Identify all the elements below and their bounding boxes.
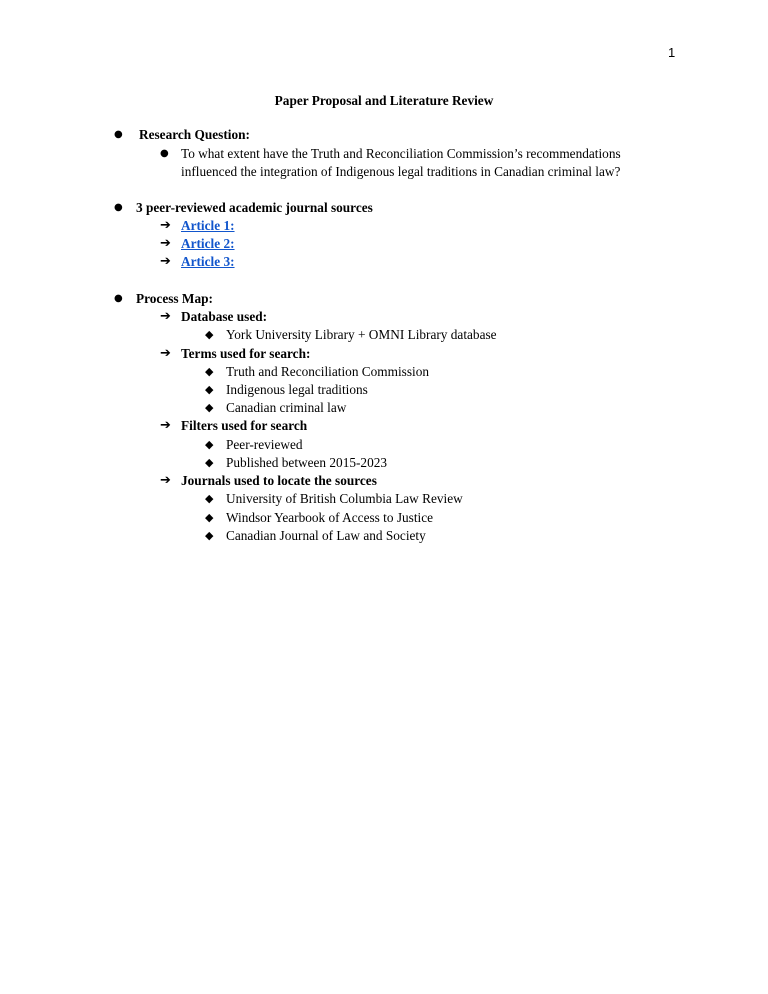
bullet-icon: ● [114, 293, 123, 304]
diamond-icon: ◆ [205, 383, 214, 396]
database-label: Database used: [181, 309, 268, 324]
arrow-right-icon: ➔ [160, 218, 171, 233]
arrow-right-icon: ➔ [160, 418, 171, 433]
database-item: York University Library + OMNI Library database [226, 327, 497, 342]
journals-item: Windsor Yearbook of Access to Justice [226, 510, 434, 525]
arrow-right-icon: ➔ [160, 346, 171, 361]
diamond-icon: ◆ [205, 456, 214, 469]
arrow-right-icon: ➔ [160, 473, 171, 488]
journals-item: University of British Columbia Law Review [226, 491, 463, 506]
terms-item: Canadian criminal law [226, 400, 347, 415]
diamond-icon: ◆ [205, 365, 214, 378]
sources-heading: 3 peer-reviewed academic journal sources [136, 200, 373, 215]
filters-item: Published between 2015-2023 [226, 455, 388, 470]
arrow-right-icon: ➔ [160, 254, 171, 269]
journals-label: Journals used to locate the sources [181, 473, 377, 488]
diamond-icon: ◆ [205, 492, 214, 505]
terms-item: Truth and Reconciliation Commission [226, 364, 430, 379]
article-3-link[interactable]: Article 3: [181, 254, 235, 269]
diamond-icon: ◆ [205, 529, 214, 542]
diamond-icon: ◆ [205, 511, 214, 524]
arrow-right-icon: ➔ [160, 309, 171, 324]
terms-label: Terms used for search: [181, 346, 311, 361]
page-title: Paper Proposal and Literature Review [274, 93, 494, 108]
bullet-icon: ● [114, 202, 123, 213]
diamond-icon: ◆ [205, 438, 214, 451]
bullet-icon: ● [160, 148, 169, 159]
filters-item: Peer-reviewed [226, 437, 303, 452]
process-map-heading: Process Map: [136, 291, 213, 306]
research-question-heading: Research Question: [139, 127, 250, 142]
journals-item: Canadian Journal of Law and Society [226, 528, 426, 543]
diamond-icon: ◆ [205, 401, 214, 414]
diamond-icon: ◆ [205, 328, 214, 341]
terms-item: Indigenous legal traditions [226, 382, 368, 397]
research-question-line-2: influenced the integration of Indigenous legal traditions in Canadian criminal law? [181, 164, 621, 179]
research-question-line-1: To what extent have the Truth and Reconciliation Commission’s recommendations [181, 146, 621, 161]
bullet-icon: ● [114, 129, 123, 140]
arrow-right-icon: ➔ [160, 236, 171, 251]
filters-label: Filters used for search [181, 418, 308, 433]
page-number: 1 [668, 45, 676, 60]
article-2-link[interactable]: Article 2: [181, 236, 235, 251]
article-1-link[interactable]: Article 1: [181, 218, 235, 233]
